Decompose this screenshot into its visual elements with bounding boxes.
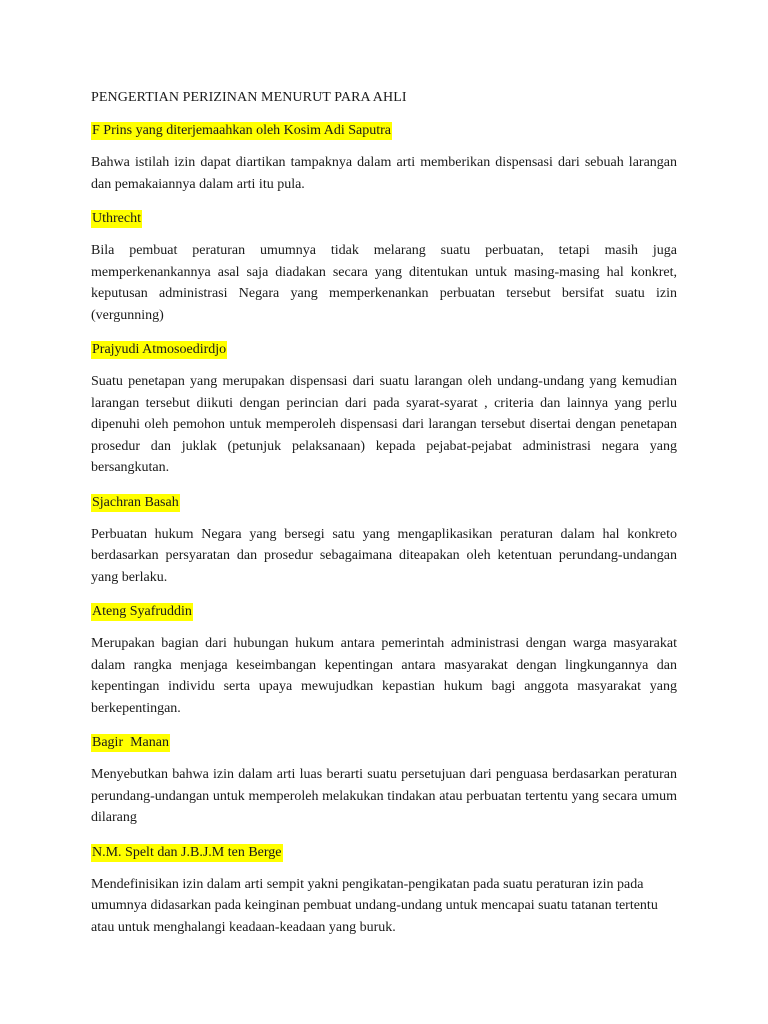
section-text: Suatu penetapan yang merupakan dispensasi dari suatu larangan oleh undang-undang yang kemudian larangan tersebut diikuti dengan perincian dari pada syarat-syarat , criteria dan lainnya yang perlu dipenuhi oleh pemohon untuk memperoleh dispensasi dari larangan tersebut disertai dengan penetapan prosedur dan juklak (petunjuk pelaksanaan) kepada pejabat-pejabat administrasi negara yang bersangkutan. (91, 374, 677, 475)
section-text: Mendefinisikan izin dalam arti sempit yakni pengikatan-pengikatan pada suatu peraturan izin pada umumnya didasarkan pada keinginan pembuat undang-undang untuk mencapai suatu tatanan tertentu atau untuk menghalangi keadaan-keadaan yang buruk. (91, 876, 658, 935)
section-heading: N.M. Spelt dan J.B.J.M ten Berge (92, 844, 282, 860)
section-prajyudi (91, 340, 677, 479)
section-spelt (91, 843, 677, 939)
section-heading: Prajyudi Atmosoedirdjo (92, 342, 227, 357)
section-heading: Sjachran Basah (92, 494, 179, 510)
section-prins (91, 121, 677, 195)
section-ateng (91, 602, 677, 719)
section-heading: Bagir Manan (92, 735, 169, 750)
section-uthrecht (91, 209, 677, 326)
section-heading: Ateng Syafruddin (92, 604, 192, 619)
section-text: Menyebutkan bahwa izin dalam arti luas berarti suatu persetujuan dari penguasa berdasarkan peraturan perundang-undangan untuk memperoleh melakukan tindakan atau perbuatan tertentu yang secara umum dilarang (91, 767, 677, 825)
section-sjachran (91, 493, 677, 589)
section-bagir (91, 733, 677, 829)
section-heading: Uthrecht (92, 211, 141, 226)
document-title: PENGERTIAN PERIZINAN MENURUT PARA AHLI (91, 90, 407, 105)
section-heading: F Prins yang diterjemaahkan oleh Kosim Adi Saputra (92, 123, 392, 138)
section-text: Perbuatan hukum Negara yang bersegi satu yang mengaplikasikan peraturan dalam hal konkreto berdasarkan persyaratan dan prosedur sebagaimana diteapakan oleh ketentuan perundang-undangan yang berlaku. (91, 526, 677, 585)
section-text: Merupakan bagian dari hubungan hukum antara pemerintah administrasi dengan warga masyarakat dalam rangka menjaga keseimbangan kepentingan antara masyarakat dengan lingkungannya dan kepentingan individu serta upaya mewujudkan kepastian hukum bagi anggota masyarakat yang berkepentingan. (91, 636, 677, 716)
section-text: Bila pembuat peraturan umumnya tidak melarang suatu perbuatan, tetapi masih juga memperkenankannya asal saja diadakan secara yang ditentukan untuk masing-masing hal konkret, keputusan administrasi Negara yang memperkenankan perbuatan tersebut bersifat suatu izin (vergunning) (91, 243, 677, 323)
section-text: Bahwa istilah izin dapat diartikan tampaknya dalam arti memberikan dispensasi dari sebuah larangan dan pemakaiannya dalam arti itu pula. (91, 155, 677, 192)
